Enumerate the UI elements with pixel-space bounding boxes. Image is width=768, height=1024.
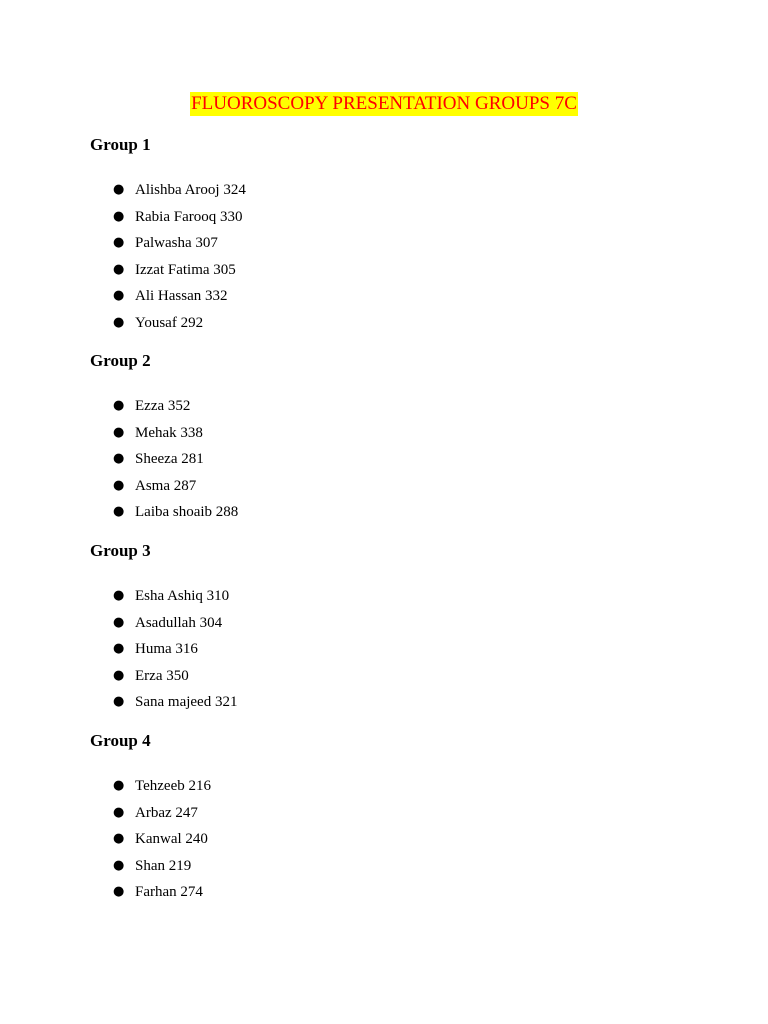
- bullet-icon: ●: [113, 288, 125, 304]
- bullet-icon: ●: [113, 831, 125, 847]
- member-name: Shan 219: [135, 857, 192, 874]
- member-list: [90, 773, 211, 906]
- bullet-icon: ●: [113, 588, 125, 603]
- list-item: [90, 230, 246, 257]
- bullet-icon: ●: [113, 884, 125, 900]
- member-name: Alishba Arooj 324: [135, 182, 246, 198]
- bullet-icon: ●: [113, 235, 125, 251]
- member-name: Mehak 338: [135, 424, 203, 441]
- member-name: Izzat Fatima 305: [135, 261, 236, 278]
- member-name: Esha Ashiq 310: [135, 588, 230, 604]
- bullet-icon: ●: [113, 182, 125, 197]
- bullet-icon: ●: [113, 398, 125, 413]
- list-item: [90, 393, 238, 420]
- list-item: [90, 663, 237, 690]
- group-section-1: [90, 135, 246, 337]
- bullet-icon: ●: [113, 208, 125, 224]
- group-heading: Group 3: [90, 541, 151, 560]
- member-name: Asadullah 304: [135, 614, 223, 631]
- member-name: Sheeza 281: [135, 451, 204, 468]
- group-heading: Group 4: [90, 731, 151, 750]
- member-name: Sana majeed 321: [135, 694, 238, 711]
- member-name: Yousaf 292: [135, 314, 204, 331]
- bullet-icon: ●: [113, 261, 125, 277]
- member-name: Kanwal 240: [135, 831, 208, 848]
- member-list: [90, 583, 237, 716]
- bullet-icon: ●: [113, 694, 125, 710]
- member-name: Palwasha 307: [135, 235, 218, 252]
- list-item: [90, 499, 238, 526]
- bullet-icon: ●: [113, 504, 125, 520]
- bullet-icon: ●: [113, 804, 125, 820]
- member-name: Huma 316: [135, 641, 198, 658]
- member-name: Arbaz 247: [135, 804, 198, 821]
- list-item: [90, 583, 237, 610]
- document-title: FLUOROSCOPY PRESENTATION GROUPS 7C: [191, 93, 577, 114]
- bullet-icon: ●: [113, 857, 125, 873]
- bullet-icon: ●: [113, 477, 125, 493]
- group-section-4: [90, 731, 211, 906]
- bullet-icon: ●: [113, 614, 125, 630]
- member-name: Ali Hassan 332: [135, 288, 228, 305]
- member-list: [90, 393, 238, 526]
- title-container: [0, 92, 768, 116]
- list-item: [90, 446, 238, 473]
- list-item: [90, 773, 211, 800]
- group-heading: Group 1: [90, 135, 151, 154]
- bullet-icon: ●: [113, 778, 125, 793]
- list-item: [90, 177, 246, 204]
- list-item: [90, 826, 211, 853]
- member-name: Farhan 274: [135, 884, 203, 901]
- list-item: [90, 879, 211, 906]
- member-name: Tehzeeb 216: [135, 778, 211, 794]
- list-item: [90, 257, 246, 284]
- list-item: [90, 689, 237, 716]
- list-item: [90, 310, 246, 337]
- group-section-2: [90, 351, 238, 526]
- list-item: [90, 283, 246, 310]
- list-item: [90, 204, 246, 231]
- group-section-3: [90, 541, 237, 716]
- list-item: [90, 420, 238, 447]
- bullet-icon: ●: [113, 451, 125, 467]
- bullet-icon: ●: [113, 667, 125, 683]
- list-item: [90, 800, 211, 827]
- member-name: Erza 350: [135, 667, 189, 684]
- list-item: [90, 610, 237, 637]
- bullet-icon: ●: [113, 424, 125, 440]
- group-heading: Group 2: [90, 351, 151, 370]
- list-item: [90, 636, 237, 663]
- member-name: Laiba shoaib 288: [135, 504, 239, 521]
- list-item: [90, 473, 238, 500]
- bullet-icon: ●: [113, 314, 125, 330]
- member-name: Ezza 352: [135, 398, 191, 414]
- member-list: [90, 177, 246, 337]
- list-item: [90, 853, 211, 880]
- member-name: Asma 287: [135, 477, 197, 494]
- bullet-icon: ●: [113, 641, 125, 657]
- member-name: Rabia Farooq 330: [135, 208, 243, 225]
